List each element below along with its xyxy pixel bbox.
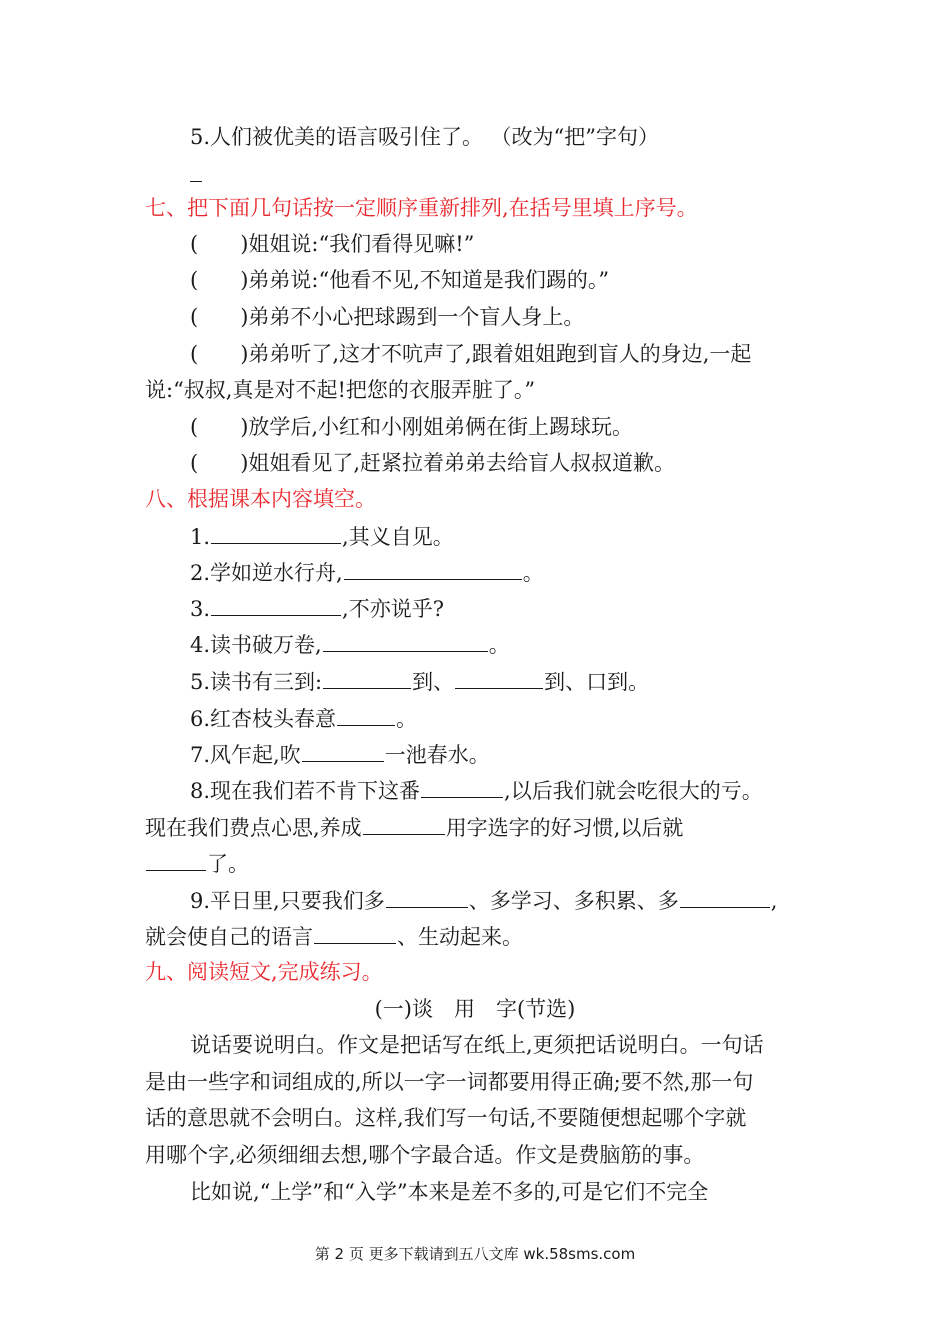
section-9-heading: 九、阅读短文,完成练习。 xyxy=(145,960,383,984)
item-text: 、生动起来。 xyxy=(397,925,523,949)
answer-blank[interactable] xyxy=(344,557,522,580)
fill-blank-item-6 xyxy=(190,703,417,734)
item-text: 。 xyxy=(396,707,418,731)
answer-blank[interactable] xyxy=(211,521,341,544)
fill-blank-item-1 xyxy=(190,521,454,552)
item-text: 到、口到。 xyxy=(544,670,650,694)
item-text: 现在我们费点心思,养成 xyxy=(145,816,362,840)
passage-line: 是由一些字和词组成的,所以一字一词都要用得正确;要不然,那一句 xyxy=(145,1070,754,1094)
fill-blank-item-9 xyxy=(190,885,777,916)
ordering-item: ( )弟弟说:“他看不见,不知道是我们踢的。” xyxy=(190,268,610,292)
passage-title: (一)谈 用 字(节选) xyxy=(374,997,576,1021)
fill-blank-item-8-line-3 xyxy=(145,848,249,879)
answer-blank[interactable] xyxy=(146,848,206,871)
answer-blank[interactable] xyxy=(680,885,770,908)
section-7-heading: 七、把下面几句话按一定顺序重新排列,在括号里填上序号。 xyxy=(145,196,698,220)
item-text: 了。 xyxy=(207,852,249,876)
item-text: 用字选字的好习惯,以后就 xyxy=(445,816,684,840)
answer-line-mark xyxy=(190,181,202,182)
item-text: 6.红杏枝头春意 xyxy=(190,707,337,731)
answer-blank[interactable] xyxy=(421,775,503,798)
item-text: ,不亦说乎? xyxy=(342,597,444,621)
item-text: ,其义自见。 xyxy=(342,525,454,549)
fill-blank-item-8 xyxy=(190,775,763,806)
item-text: 4.读书破万卷, xyxy=(190,633,322,657)
answer-blank[interactable] xyxy=(323,629,488,652)
fill-blank-item-3 xyxy=(190,593,444,624)
ordering-item-continued: 说:“叔叔,真是对不起!把您的衣服弄脏了。” xyxy=(145,378,536,402)
fill-blank-item-7 xyxy=(190,739,490,770)
item-text: 9.平日里,只要我们多 xyxy=(190,889,385,913)
item-text: 7.风乍起,吹 xyxy=(190,743,301,767)
item-text: 就会使自己的语言 xyxy=(145,925,313,949)
answer-blank[interactable] xyxy=(302,739,384,762)
item-text: ,以后我们就会吃很大的亏。 xyxy=(504,779,763,803)
item-text: 。 xyxy=(522,561,544,585)
item-text: 2.学如逆水行舟, xyxy=(190,561,343,585)
answer-blank[interactable] xyxy=(337,703,395,726)
item-text: , xyxy=(770,889,778,913)
answer-blank[interactable] xyxy=(211,593,341,616)
sentence-text: 5.人们被优美的语言吸引住了。 xyxy=(190,125,484,149)
item-text: 。 xyxy=(488,633,510,657)
passage-line: 话的意思就不会明白。这样,我们写一句话,不要随便想起哪个字就 xyxy=(145,1106,747,1130)
fill-blank-item-5 xyxy=(190,666,649,697)
answer-blank[interactable] xyxy=(314,921,396,944)
item-text: 5.读书有三到: xyxy=(190,670,323,694)
fill-blank-item-9-line-2 xyxy=(145,921,523,952)
ordering-item: ( )姐姐说:“我们看得见嘛!” xyxy=(190,232,475,256)
fill-blank-item-4 xyxy=(190,629,510,660)
answer-blank[interactable] xyxy=(455,666,543,689)
sentence-hint: （改为“把”字句） xyxy=(501,125,660,149)
ordering-item: ( )姐姐看见了,赶紧拉着弟弟去给盲人叔叔道歉。 xyxy=(190,451,676,475)
page-footer: 第 2 页 更多下载请到五八文库 wk.58sms.com xyxy=(314,1245,636,1263)
item-text: 一池春水。 xyxy=(384,743,490,767)
item-number: 1. xyxy=(190,525,211,549)
item-text: 、多学习、多积累、多 xyxy=(468,889,679,913)
section-8-heading: 八、根据课本内容填空。 xyxy=(145,487,376,511)
sentence-transform-item xyxy=(190,122,659,152)
ordering-item: ( )放学后,小红和小刚姐弟俩在街上踢球玩。 xyxy=(190,415,634,439)
fill-blank-item-2 xyxy=(190,557,544,588)
answer-blank[interactable] xyxy=(363,812,445,835)
ordering-item: ( )弟弟不小心把球踢到一个盲人身上。 xyxy=(190,305,585,329)
passage-line: 用哪个字,必须细细去想,哪个字最合适。作文是费脑筋的事。 xyxy=(145,1143,705,1167)
passage-line: 比如说,“上学”和“入学”本来是差不多的,可是它们不完全 xyxy=(190,1180,709,1204)
fill-blank-item-8-line-2 xyxy=(145,812,683,843)
answer-blank[interactable] xyxy=(323,666,411,689)
item-number: 3. xyxy=(190,597,211,621)
item-text: 到、 xyxy=(412,670,455,694)
item-text: 8.现在我们若不肯下这番 xyxy=(190,779,421,803)
ordering-item: ( )弟弟听了,这才不吭声了,跟着姐姐跑到盲人的身边,一起 xyxy=(190,342,752,366)
answer-blank[interactable] xyxy=(386,885,468,908)
passage-line: 说话要说明白。作文是把话写在纸上,更须把话说明白。一句话 xyxy=(190,1033,764,1057)
